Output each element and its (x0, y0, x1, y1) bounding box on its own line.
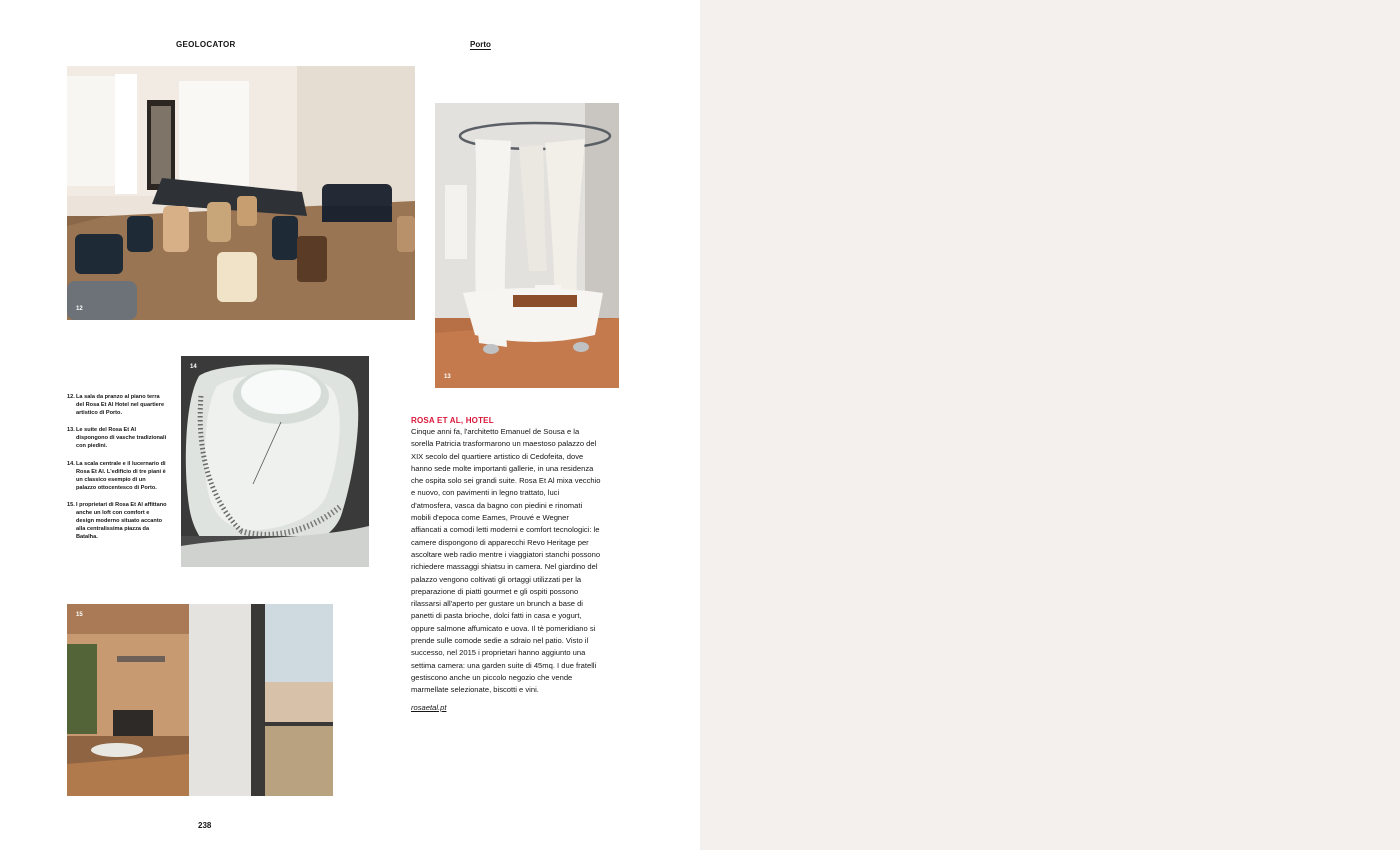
photo-number: 15 (76, 612, 83, 618)
photo-dining-room (67, 66, 415, 320)
caption-number: 15. (67, 501, 75, 508)
caption-item (67, 501, 167, 541)
article-title: ROSA ET AL, HOTEL (411, 416, 494, 425)
photo-number: 12 (76, 306, 83, 312)
facing-page-blank (700, 0, 1400, 850)
caption-item (67, 460, 167, 492)
caption-text: La sala da pranzo al piano terra del Rosa Et Al Hotel nel quartiere artistico di Porto. (76, 394, 165, 417)
article-body: Cinque anni fa, l'architetto Emanuel de Sousa e la sorella Patricia trasformarono un maestoso palazzo del XIX secolo del quartiere artistico di Cedofeita, dove hanno sede molte importanti gallerie, in una residenza che ospita solo sei grandi suite. Rosa Et Al mixa vecchio e nuovo, con pavimenti in legno trattato, luci d'atmosfera, vasca da bagno con piedini e rinomati mobili d'epoca come Eames, Prouvé e Wegner affiancati a comodi letti moderni e comfort tecnologici: le camere dispongono di apparecchi Revo Heritage per ascoltare web radio mentre i viaggiatori stanchi possono richiedere massaggi shiatsu in camera. Nel giardino del palazzo vengono coltivati gli ortaggi utilizzati per la preparazione di piatti gourmet e gli ospiti possono rilassarsi all'aperto per gustare un brunch a base di panetti di pasta brioche, dolci fatti in casa e yogurt, oppure salmone affumicato e uova. Il tè pomeridiano si prende sulle comode sedie a sdraio nel patio. Visto il successo, nel 2015 i proprietari hanno aggiunto una settima camera: una garden suite di 45mq. I due fratelli gestiscono anche un piccolo negozio che vende marmellate selezionate, biscotti e vini. (411, 427, 601, 695)
website-link[interactable]: rosaetal.pt (411, 702, 447, 712)
caption-number: 13. (67, 427, 75, 434)
photo-captions (67, 393, 167, 550)
photo-staircase (181, 356, 369, 567)
photo-bathroom (435, 103, 619, 388)
city-label: Porto (470, 40, 491, 49)
photo-number: 14 (190, 364, 197, 370)
caption-number: 14. (67, 460, 75, 467)
caption-text: I proprietari di Rosa Et Al affittano anche un loft con comfort e design moderno situato accanto alla centralissima piazza da Batalha. (76, 501, 167, 541)
article (411, 416, 601, 715)
page-number: 238 (198, 821, 212, 830)
caption-text: La scala centrale e il lucernario di Rosa Et Al. L'edificio di tre piani è un classico esempio di un palazzo ottocentesco di Porto. (76, 460, 166, 491)
caption-number: 12. (67, 394, 75, 400)
caption-item (67, 426, 167, 450)
caption-item (67, 393, 167, 417)
photo-number: 13 (444, 374, 451, 380)
photo-loft-kitchen (67, 604, 333, 796)
section-title: GEOLOCATOR (176, 40, 236, 49)
caption-text: Le suite del Rosa Et Al dispongono di vasche tradizionali con piedini. (76, 427, 167, 450)
